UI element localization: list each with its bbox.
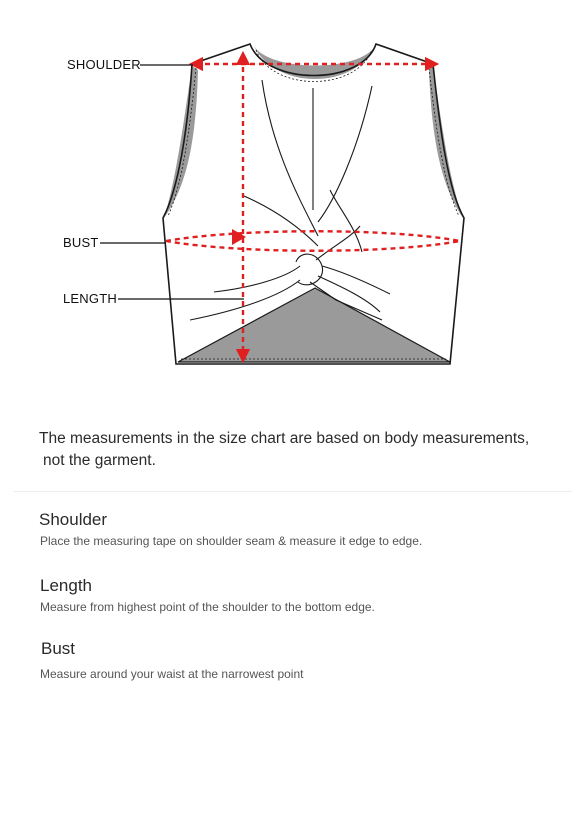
size-chart-note — [39, 428, 559, 472]
section-divider — [14, 491, 572, 492]
callout-leaders — [100, 65, 244, 299]
left-armhole-lining — [164, 66, 198, 218]
guide-title-length: Length — [40, 576, 92, 595]
note-line-2: not the garment. — [43, 452, 156, 469]
bust-callout-label: BUST — [63, 235, 99, 250]
guide-desc-bust: Measure around your waist at the narrowest point — [40, 667, 304, 681]
guide-title-bust: Bust — [41, 639, 76, 658]
shoulder-callout-label: SHOULDER — [67, 57, 141, 72]
guide-title-shoulder: Shoulder — [39, 510, 108, 529]
guide-desc-length: Measure from highest point of the shoulder to the bottom edge. — [40, 600, 375, 614]
neckline-lining — [254, 46, 375, 79]
guide-desc-shoulder: Place the measuring tape on shoulder seam & measure it edge to edge. — [40, 534, 423, 548]
right-armhole-lining — [429, 66, 463, 218]
crop-top-illustration — [163, 44, 464, 364]
length-callout-label: LENGTH — [63, 291, 117, 306]
note-line-1: The measurements in the size chart are based on body measurements, — [39, 430, 530, 447]
